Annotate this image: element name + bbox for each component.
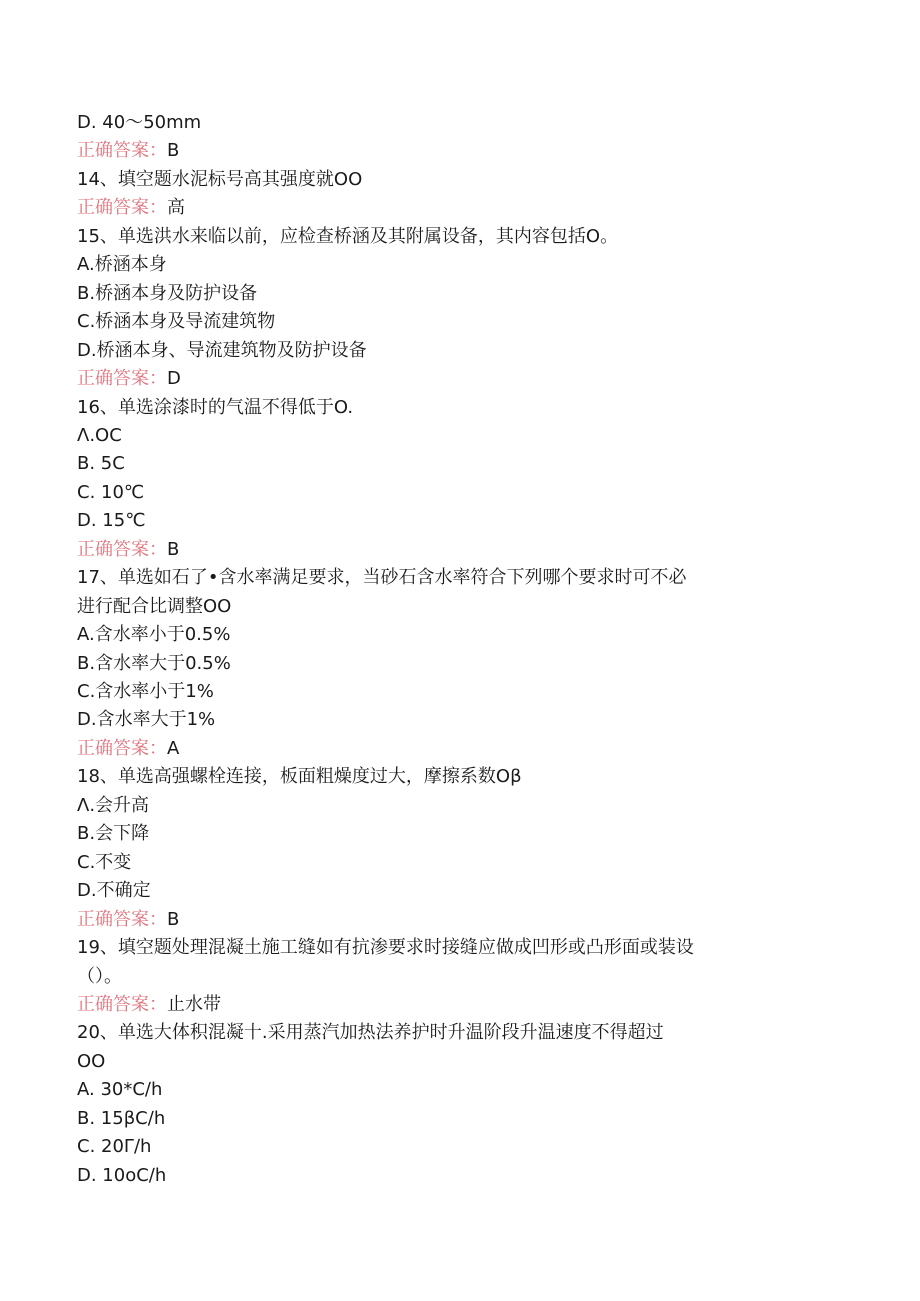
option-text: D.桥涵本身、导流建筑物及防护设备	[77, 339, 367, 361]
option-text: A.含水率小于0.5%	[77, 624, 231, 646]
option-text: D.不确定	[77, 880, 151, 902]
answer-line	[77, 194, 837, 222]
option-text: D.含水率大于1%	[77, 709, 216, 731]
option-text: A.桥涵本身	[77, 254, 167, 276]
answer-value: A	[167, 737, 180, 759]
answer-line	[77, 906, 837, 934]
question-text: OO	[77, 1050, 106, 1072]
answer-value: B	[167, 908, 180, 930]
option-text: C.不变	[77, 851, 132, 873]
question-text: 17、单选如石了•含水率满足要求，当砂石含水率符合下列哪个要求时可不必	[77, 567, 687, 589]
answer-value: B	[167, 538, 180, 560]
option-text: A. 30*C∕h	[77, 1079, 163, 1101]
answer-value: D	[167, 368, 181, 390]
question-text: 19、填空题处理混凝土施工缝如有抗渗要求时接缝应做成凹形或凸形面或装设	[77, 937, 694, 959]
answer-label: 正确答案：	[77, 993, 167, 1015]
option-text: Λ.OC	[77, 424, 122, 446]
question-text: 14、填空题水泥标号高其强度就OO	[77, 168, 363, 190]
answer-line	[77, 365, 837, 393]
question-text: 15、单选洪水来临以前，应检查桥涵及其附属设备，其内容包括O。	[77, 225, 619, 247]
option-text: D. 15℃	[77, 510, 146, 532]
answer-value: B	[167, 140, 180, 162]
answer-line	[77, 735, 837, 763]
answer-label: 正确答案：	[77, 368, 167, 390]
option-text: D. 10oC∕h	[77, 1164, 167, 1186]
question-text: 18、单选高强螺栓连接，板面粗燥度过大，摩擦系数Oβ	[77, 766, 522, 788]
option-text: Λ.会升高	[77, 794, 150, 816]
answer-line	[77, 536, 837, 564]
option-text: B.桥涵本身及防护设备	[77, 282, 258, 304]
answer-value: 高	[167, 197, 185, 219]
answer-value: 止水带	[167, 993, 221, 1015]
answer-label: 正确答案：	[77, 538, 167, 560]
question-text: 20、单选大体积混凝十.采用蒸汽加热法养护时升温阶段升温速度不得超过	[77, 1022, 664, 1044]
option-text: B.会下降	[77, 823, 150, 845]
question-text: （）。	[77, 965, 122, 987]
question-text: 16、单选涂漆时的气温不得低于O.	[77, 396, 354, 418]
answer-line	[77, 991, 837, 1019]
answer-label: 正确答案：	[77, 908, 167, 930]
question-text: 进行配合比调整OO	[77, 595, 232, 617]
option-text: D. 40〜50mm	[77, 112, 202, 133]
answer-line	[77, 137, 837, 165]
option-text: C. 10℃	[77, 481, 145, 503]
option-text: B. 5C	[77, 453, 125, 475]
option-text: B.含水率大于0.5%	[77, 652, 231, 674]
option-text: B. 15βC∕h	[77, 1107, 166, 1129]
answer-label: 正确答案：	[77, 140, 167, 162]
answer-label: 正确答案：	[77, 197, 167, 219]
option-text: C. 20Γ∕h	[77, 1136, 152, 1158]
answer-label: 正确答案：	[77, 737, 167, 759]
option-text: C.含水率小于1%	[77, 681, 214, 702]
option-text: C.桥涵本身及导流建筑物	[77, 311, 276, 333]
